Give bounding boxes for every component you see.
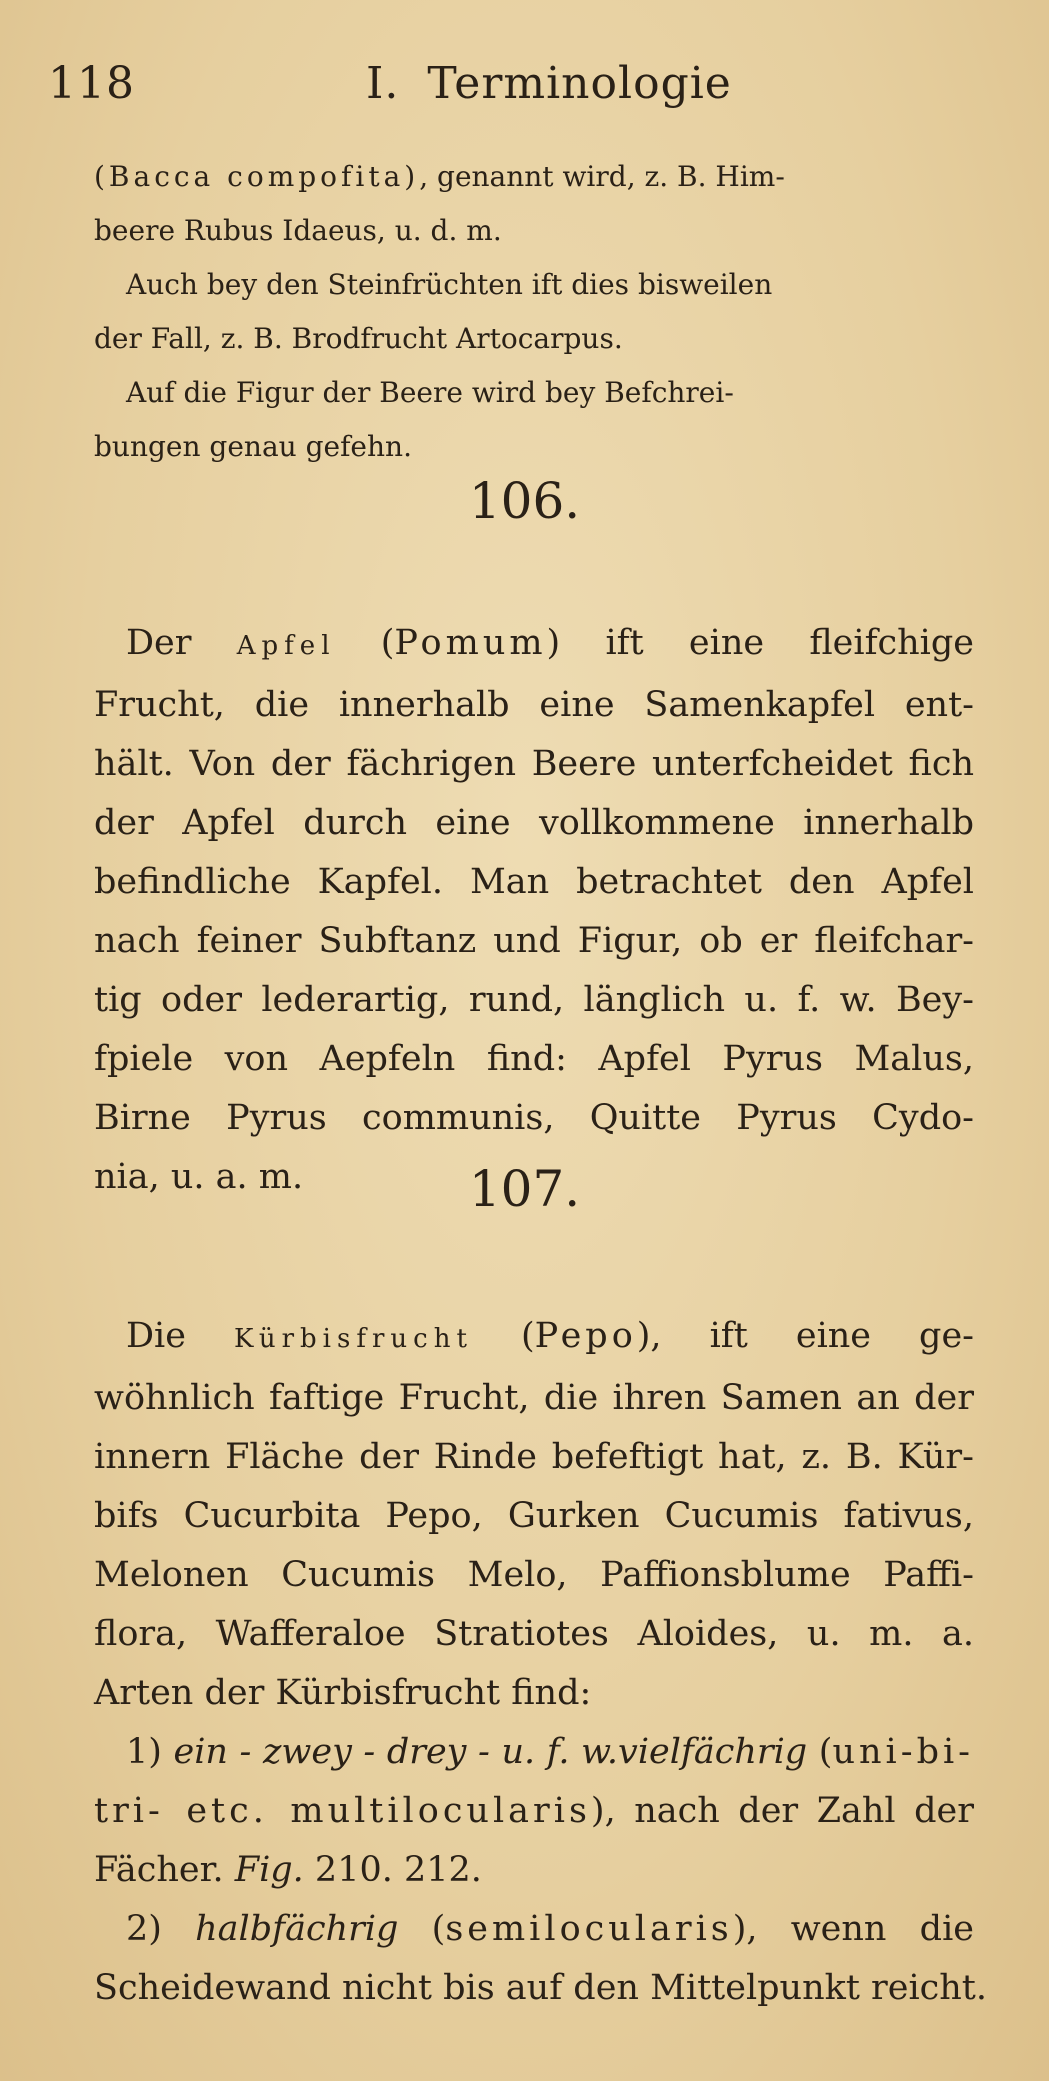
italic-term: halbfächrig	[195, 1909, 399, 1949]
chapter-title: Terminologie	[427, 58, 732, 109]
term-kuerbisfrucht: Kürbisfrucht	[234, 1324, 473, 1354]
latin-term: tri- etc. multilocularis	[94, 1791, 591, 1831]
text-line: Fächer. Fig. 210. 212.	[94, 1850, 482, 1890]
text-line: bungen genau gefehn.	[94, 430, 412, 463]
running-title	[366, 58, 732, 109]
chapter-roman: I.	[366, 58, 400, 109]
section-107-paragraph	[94, 1307, 987, 2018]
text-line: Auf die Figur der Beere wird bey Befchrei-	[126, 376, 734, 409]
intro-paragraph	[94, 150, 974, 474]
text-line: Arten der Kürbisfrucht find:	[94, 1673, 592, 1713]
text-line: Birne Pyrus communis, Quitte Pyrus Cydo-	[94, 1098, 974, 1138]
section-number-107: 107.	[468, 1160, 581, 1218]
text-line: fpiele von Aepfeln find: Apfel Pyrus Malus,	[94, 1039, 974, 1079]
latin-term: semilocularis	[445, 1909, 733, 1949]
text-line: Auch bey den Steinfrüchten ift dies bisweilen	[126, 268, 773, 301]
section-number-106: 106.	[468, 472, 581, 530]
text-line: tig oder lederartig, rund, länglich u. f. w. Bey-	[94, 980, 974, 1020]
text-line: Frucht, die innerhalb eine Samenkapfel ent-	[94, 685, 974, 725]
text-line: 2) halbfächrig (semilocularis), wenn die	[126, 1909, 974, 1949]
text-line: der Fall, z. B. Brodfrucht Artocarpus.	[94, 322, 623, 355]
section-106-paragraph	[94, 614, 974, 1207]
text-line: nia, u. a. m.	[94, 1157, 304, 1197]
text-line: hält. Von der fächrigen Beere unterfcheidet fich	[94, 744, 974, 784]
text-line: flora, Wafferaloe Stratiotes Aloides, u. m. a.	[94, 1614, 974, 1654]
term-apfel: Apfel	[236, 631, 336, 661]
text-line: bifs Cucurbita Pepo, Gurken Cucumis fativus,	[94, 1496, 974, 1536]
text-line: (Bacca compofita), genannt wird, z. B. Him-	[94, 160, 785, 193]
text-line: tri- etc. multilocularis), nach der Zahl der	[94, 1791, 974, 1831]
running-header	[48, 52, 1008, 112]
text-line: Der Apfel (Pomum) ift eine fleifchige	[126, 623, 974, 663]
text-line: nach feiner Subftanz und Figur, ob er fleifchar-	[94, 921, 974, 961]
latin-term: Pepo	[534, 1316, 637, 1356]
text-line: Scheidewand nicht bis auf den Mittelpunkt reicht.	[94, 1968, 987, 2008]
figure-ref: Fig.	[234, 1850, 304, 1890]
latin-term: Pomum	[394, 623, 547, 663]
page-number: 118	[48, 58, 135, 109]
italic-term: ein - zwey - drey - u. f. w.vielfächrig	[173, 1732, 808, 1772]
text-line: befindliche Kapfel. Man betrachtet den Apfel	[94, 862, 974, 902]
text-line: wöhnlich faftige Frucht, die ihren Samen an der	[94, 1378, 974, 1418]
text-line: beere Rubus Idaeus, u. d. m.	[94, 214, 502, 247]
latin-term: uni-bi-	[832, 1732, 974, 1772]
text-line: innern Fläche der Rinde befeftigt hat, z. B. Kür-	[94, 1437, 974, 1477]
text-line: Die Kürbisfrucht (Pepo), ift eine ge-	[126, 1316, 975, 1356]
text-line: 1) ein - zwey - drey - u. f. w.vielfächrig (uni-bi-	[126, 1732, 974, 1772]
text-line: Melonen Cucumis Melo, Paffionsblume Paffi-	[94, 1555, 974, 1595]
text-line: der Apfel durch eine vollkommene innerhalb	[94, 803, 974, 843]
